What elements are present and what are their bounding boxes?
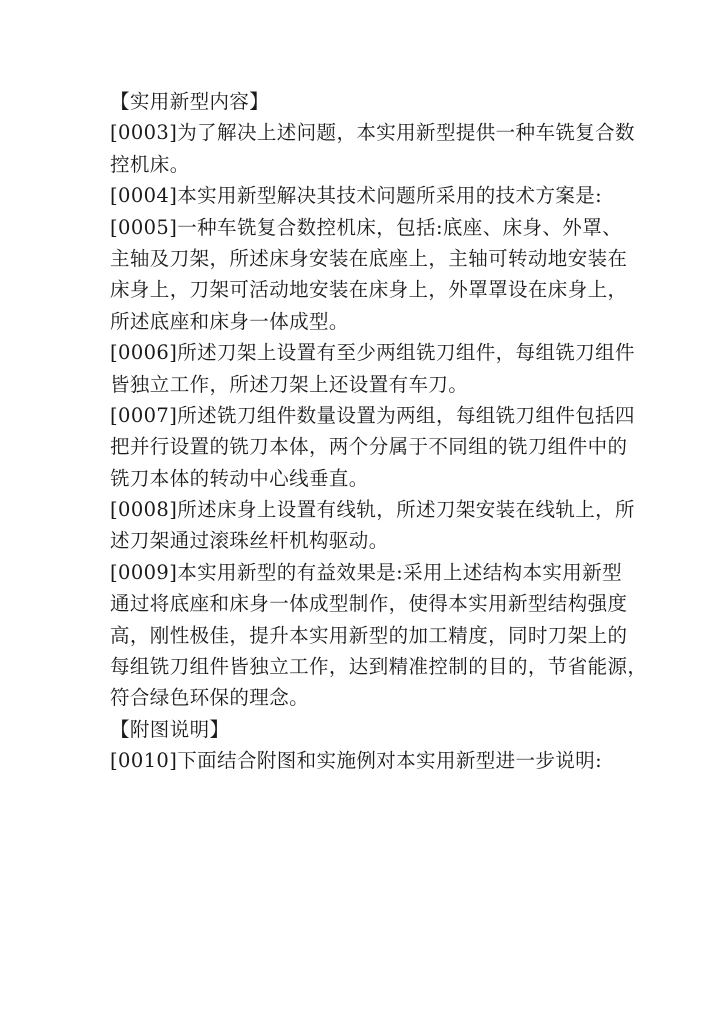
paragraph-0004-line-1: [0004]本实用新型解决其技术问题所采用的技术方案是: — [110, 184, 603, 208]
paragraph-0005-line-4: 所述底座和床身一体成型。 — [110, 309, 349, 333]
paragraph-0009-line-4: 每组铣刀组件皆独立工作，达到精准控制的目的，节省能源， — [110, 655, 648, 679]
paragraph-0005-line-2: 主轴及刀架，所述床身安装在底座上，主轴可转动地安装在 — [110, 246, 628, 270]
paragraph-0005-line-3: 床身上，刀架可活动地安装在床身上，外罩罩设在床身上， — [110, 278, 628, 302]
paragraph-0010-line-1: [0010]下面结合附图和实施例对本实用新型进一步说明: — [110, 749, 603, 773]
paragraph-0008-line-1: [0008]所述床身上设置有线轨，所述刀架安装在线轨上，所 — [110, 498, 635, 522]
paragraph-0006-line-1: [0006]所述刀架上设置有至少两组铣刀组件，每组铣刀组件 — [110, 341, 635, 365]
paragraph-0008-line-2: 述刀架通过滚珠丝杆机构驱动。 — [110, 529, 389, 553]
paragraph-0003-line-2: 控机床。 — [110, 152, 190, 176]
paragraph-0009-line-1: [0009]本实用新型的有益效果是:采用上述结构本实用新型 — [110, 560, 623, 584]
paragraph-0009-line-3: 高，刚性极佳，提升本实用新型的加工精度，同时刀架上的 — [110, 623, 628, 647]
paragraph-0007-line-1: [0007]所述铣刀组件数量设置为两组，每组铣刀组件包括四 — [110, 403, 635, 427]
paragraph-0009-line-5: 符合绿色环保的理念。 — [110, 686, 310, 710]
section-heading-content: 【实用新型内容】 — [110, 90, 270, 113]
paragraph-0005-line-1: [0005]一种车铣复合数控机床，包括:底座、床身、外罩、 — [110, 215, 623, 239]
paragraph-0007-line-2: 把并行设置的铣刀本体，两个分属于不同组的铣刀组件中的 — [110, 435, 628, 459]
paragraph-0007-line-3: 铣刀本体的转动中心线垂直。 — [110, 466, 369, 490]
paragraph-0003-line-1: [0003]为了解决上述问题，本实用新型提供一种车铣复合数 — [110, 121, 635, 145]
section-heading-figures: 【附图说明】 — [110, 717, 230, 741]
paragraph-0009-line-2: 通过将底座和床身一体成型制作，使得本实用新型结构强度 — [110, 592, 628, 616]
document-body — [110, 86, 648, 777]
paragraph-0006-line-2: 皆独立工作，所述刀架上还设置有车刀。 — [110, 372, 469, 396]
